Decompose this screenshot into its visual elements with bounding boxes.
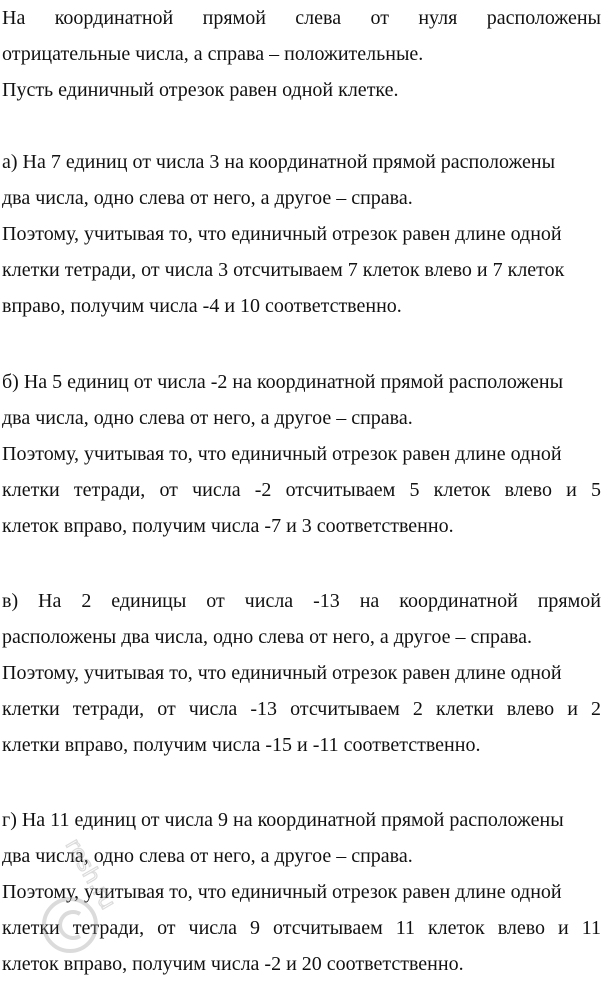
part-v-line-5: клетки вправо, получим числа -15 и -11 соответственно.: [2, 734, 481, 756]
part-g-line-2: два числа, одно слева от него, а другое – справа.: [2, 845, 413, 867]
part-a-line-4: клетки тетради, от числа 3 отсчитываем 7 клеток влево и 7 клеток: [2, 259, 565, 281]
intro-line-2: отрицательные числа, а справа – положительные.: [2, 43, 424, 65]
part-a-line-1: а) На 7 единиц от числа 3 на координатной прямой расположены: [2, 151, 556, 173]
part-b-line-2: два числа, одно слева от него, а другое – справа.: [2, 407, 413, 429]
part-v-line-2: расположены два числа, одно слева от него, а другое – справа.: [2, 626, 532, 648]
intro-line-1: На координатной прямой слева от нуля расположены: [2, 7, 601, 29]
part-b-line-4: клетки тетради, от числа -2 отсчитываем 5 клеток влево и 5: [2, 479, 601, 501]
part-g-line-3: Поэтому, учитывая то, что единичный отрезок равен длине одной: [2, 881, 562, 903]
part-b-line-1: б) На 5 единиц от числа -2 на координатной прямой расположены: [2, 371, 564, 393]
part-a-line-2: два числа, одно слева от него, а другое – справа.: [2, 187, 413, 209]
part-a-line-3: Поэтому, учитывая то, что единичный отрезок равен длине одной: [2, 223, 562, 245]
part-g-line-5: клеток вправо, получим числа -2 и 20 соответственно.: [2, 953, 464, 975]
part-v-line-3: Поэтому, учитывая то, что единичный отрезок равен длине одной: [2, 662, 562, 684]
part-v-line-1: в) На 2 единицы от числа -13 на координатной прямой: [2, 590, 601, 612]
intro-line-3: Пусть единичный отрезок равен одной клетке.: [2, 79, 399, 101]
part-a-line-5: вправо, получим числа -4 и 10 соответственно.: [2, 295, 402, 317]
svg-text:resh.ru: resh.ru: [59, 834, 121, 915]
part-g-line-1: г) На 11 единиц от числа 9 на координатной прямой расположены: [2, 809, 564, 831]
part-v-line-4: клетки тетради, от числа -13 отсчитываем 2 клетки влево и 2: [2, 698, 601, 720]
part-b-line-5: клеток вправо, получим числа -7 и 3 соответственно.: [2, 515, 454, 537]
part-b-line-3: Поэтому, учитывая то, что единичный отрезок равен длине одной: [2, 443, 562, 465]
part-g-line-4: клетки тетради, от числа 9 отсчитываем 11 клеток влево и 11: [2, 917, 601, 939]
